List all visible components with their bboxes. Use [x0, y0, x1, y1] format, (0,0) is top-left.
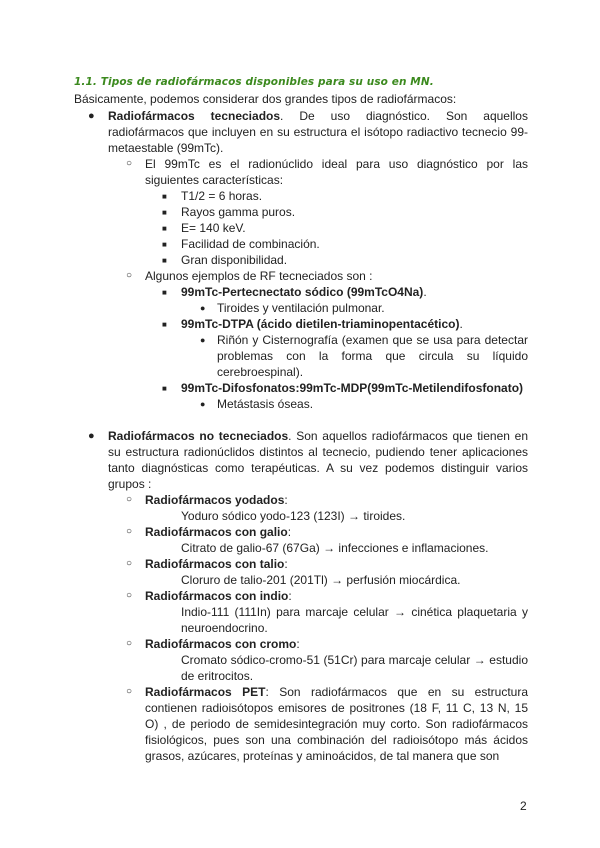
circle-bullet-icon: ○ — [126, 558, 133, 569]
group-desc: Cromato sódico-cromo-51 (51Cr) para marcaje celular → estudio de eritrocitos. — [181, 653, 528, 683]
example-3: 99mTc-Difosfonatos:99mTc-MDP(99mTc-Metilendifosfonato) — [181, 381, 524, 395]
feature-item: Gran disponibilidad. — [181, 253, 288, 267]
feature-item: E= 140 keV. — [181, 221, 246, 235]
group-title: Radiofármacos con indio: — [145, 589, 292, 603]
group-desc: Cloruro de talio-201 (201Tl) → perfusión miocárdica. — [181, 573, 461, 587]
intro-text: Básicamente, podemos considerar dos grandes tipos de radiofármacos: — [74, 92, 457, 106]
example-2: 99mTc-DTPA (ácido dietilen-triaminopentacético). — [181, 317, 463, 331]
feature-item: T1/2 = 6 horas. — [181, 189, 263, 203]
bullet-icon: ● — [200, 303, 206, 313]
square-bullet-icon: ■ — [162, 288, 167, 297]
circle-bullet-icon: ○ — [126, 590, 133, 601]
circle-bullet-icon: ○ — [126, 638, 133, 649]
circle-bullet-icon: ○ — [126, 686, 133, 697]
square-bullet-icon: ■ — [162, 240, 167, 249]
bullet-icon: ● — [200, 335, 206, 345]
example-2-use: Riñón y Cisternografía (examen que se usa para detectar problemas con la forma que circula su líquido cerebroespinal). — [217, 333, 528, 379]
tec-sub2: Algunos ejemplos de RF tecneciados son : — [145, 269, 373, 283]
circle-bullet-icon: ○ — [126, 158, 133, 169]
square-bullet-icon: ■ — [162, 384, 167, 393]
section-heading: 1.1. Tipos de radiofármacos disponibles para su uso en MN. — [74, 76, 434, 88]
example-3-use: Metástasis óseas. — [217, 397, 314, 411]
group-title: Radiofármacos con galio: — [145, 525, 292, 539]
pet-paragraph: Radiofármacos PET: Son radiofármacos que en su estructura contienen radioisótopos emisores de positrones (18 F, 11 C, 13 N, 15 O) , de periodo de semidesintegración muy corto. Son radiofármacos fisiológicos, pues son una combinación del radioisótopo más ácidos grasos, azúcares, proteínas y aminoácidos, de tal manera que son — [145, 685, 529, 763]
group-desc: Yoduro sódico yodo-123 (123I) → tiroides. — [181, 509, 406, 523]
group-title: Radiofármacos yodados: — [145, 493, 288, 507]
page-number: 2 — [520, 799, 527, 813]
square-bullet-icon: ■ — [162, 192, 167, 201]
bullet-icon: ● — [200, 399, 206, 409]
feature-item: Facilidad de combinación. — [181, 237, 320, 251]
circle-bullet-icon: ○ — [126, 494, 133, 505]
bullet-icon: ● — [88, 430, 95, 442]
group-desc: Citrato de galio-67 (67Ga) → infecciones e inflamaciones. — [181, 541, 489, 555]
feature-item: Rayos gamma puros. — [181, 205, 296, 219]
group-title: Radiofármacos con talio: — [145, 557, 288, 571]
group-title: Radiofármacos con cromo: — [145, 637, 300, 651]
group-desc: Indio-111 (111In) para marcaje celular → cinética plaquetaria y neuroendocrino. — [181, 605, 528, 635]
example-1: 99mTc-Pertecnectato sódico (99mTcO4Na). — [181, 285, 427, 299]
notec-paragraph: Radiofármacos no tecneciados. Son aquellos radiofármacos que tienen en su estructura radionúclidos distintos al tecnecio, pudiendo tener aplicaciones tanto diagnósticas como terapéuticas. A su vez podemos distinguir varios grupos : — [108, 429, 528, 491]
tec-sub1: El 99mTc es el radionúclido ideal para uso diagnóstico por las siguientes características: — [145, 157, 528, 187]
square-bullet-icon: ■ — [162, 224, 167, 233]
circle-bullet-icon: ○ — [126, 270, 133, 281]
bullet-icon: ● — [88, 110, 95, 122]
square-bullet-icon: ■ — [162, 256, 167, 265]
tec-paragraph: Radiofármacos tecneciados. De uso diagnóstico. Son aquellos radiofármacos que incluyen en su estructura el isótopo radiactivo tecnecio 99-metaestable (99mTc). — [108, 109, 528, 155]
square-bullet-icon: ■ — [162, 208, 167, 217]
circle-bullet-icon: ○ — [126, 526, 133, 537]
square-bullet-icon: ■ — [162, 320, 167, 329]
example-1-use: Tiroides y ventilación pulmonar. — [217, 301, 385, 315]
